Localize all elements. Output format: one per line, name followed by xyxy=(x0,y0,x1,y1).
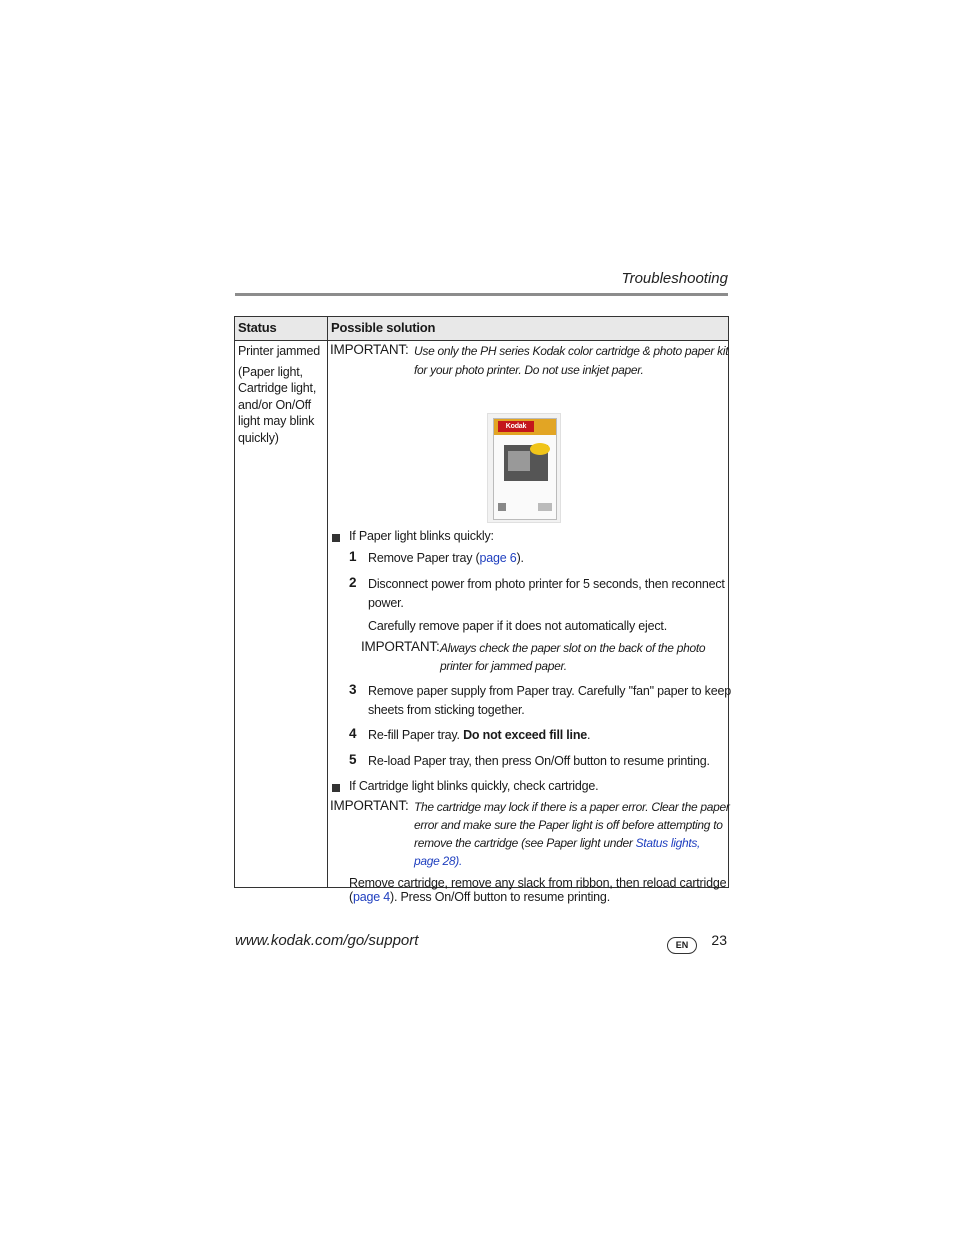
kodak-logo: Kodak xyxy=(498,421,534,432)
step-number: 5 xyxy=(349,752,357,767)
section-header: Troubleshooting xyxy=(621,270,728,287)
status-lights-link[interactable]: Status lights, xyxy=(635,836,701,850)
status-description: (Paper light, Cartridge light, and/or On/Off light may blink quickly) xyxy=(238,364,317,445)
step-number: 4 xyxy=(349,726,357,741)
box-mark xyxy=(538,503,552,511)
step-number: 1 xyxy=(349,549,357,564)
solution-column-header: Possible solution xyxy=(328,317,729,341)
important-text-line: The cartridge may lock if there is a paper error. Clear the paper xyxy=(414,800,730,814)
page-28-link[interactable]: page 28 xyxy=(414,854,456,868)
bullet-text: If Paper light blinks quickly: xyxy=(349,529,494,543)
important-text-line: printer for jammed paper. xyxy=(440,659,567,673)
step-text xyxy=(368,549,524,568)
step-text-part: Remove Paper tray ( xyxy=(368,551,480,565)
step-note: Carefully remove paper if it does not automatically eject. xyxy=(368,619,667,633)
final-text-part: ). Press On/Off button to resume printing. xyxy=(390,890,610,904)
header-rule xyxy=(235,293,728,296)
table-header-row xyxy=(235,317,729,341)
step-number: 2 xyxy=(349,575,357,590)
solution-cell xyxy=(328,341,731,904)
step-text: Disconnect power from photo printer for 5 seconds, then reconnect xyxy=(368,577,725,591)
important-text-line xyxy=(414,834,700,852)
step-text: sheets from sticking together. xyxy=(368,703,525,717)
important-text-line: for your photo printer. Do not use inkjet paper. xyxy=(414,363,644,377)
status-column-header: Status xyxy=(235,317,328,341)
final-instruction xyxy=(349,890,610,905)
photo-paper-kit-image xyxy=(487,413,561,523)
table-row xyxy=(235,341,729,888)
step-number: 3 xyxy=(349,682,357,697)
important-text-line: Always check the paper slot on the back of the photo xyxy=(440,641,706,655)
step-text: Re-load Paper tray, then press On/Off button to resume printing. xyxy=(368,754,710,768)
final-instruction: Remove cartridge, remove any slack from ribbon, then reload cartridge xyxy=(349,876,727,890)
fill-line-warning: Do not exceed fill line xyxy=(463,728,588,742)
step-text: Remove paper supply from Paper tray. Carefully "fan" paper to keep xyxy=(368,684,731,698)
important-text-line: error and make sure the Paper light is off before attempting to xyxy=(414,818,723,832)
important-label: IMPORTANT: xyxy=(330,798,409,813)
brand-band xyxy=(494,419,556,435)
product-box xyxy=(493,418,557,520)
support-url[interactable]: www.kodak.com/go/support xyxy=(235,932,419,949)
step-text-part: . xyxy=(587,728,591,742)
page-4-link[interactable]: page 4 xyxy=(352,890,391,904)
troubleshooting-table xyxy=(234,316,731,904)
important-text-part: ). xyxy=(455,854,463,868)
bullet-square-icon xyxy=(332,534,340,542)
language-badge: EN xyxy=(667,937,697,954)
important-label: IMPORTANT: xyxy=(361,639,440,654)
box-mark xyxy=(498,503,506,511)
important-text-line xyxy=(414,852,462,870)
important-text-part: remove the cartridge (see Paper light under xyxy=(414,836,636,850)
bullet-square-icon xyxy=(332,784,340,792)
step-text: power. xyxy=(368,596,404,610)
bullet-text: If Cartridge light blinks quickly, check cartridge. xyxy=(349,779,599,793)
photo-illustration xyxy=(508,451,530,471)
step-text-part: ). xyxy=(516,551,524,565)
final-text-part: ( xyxy=(349,890,353,904)
important-label: IMPORTANT: xyxy=(330,342,409,357)
step-text-part: Re-fill Paper tray. xyxy=(368,728,464,742)
promo-sticker xyxy=(530,443,550,455)
status-cell xyxy=(235,341,328,888)
status-title: Printer jammed xyxy=(238,344,320,358)
important-text-line: Use only the PH series Kodak color cartridge & photo paper kit xyxy=(414,344,729,358)
page-6-link[interactable]: page 6 xyxy=(479,551,517,565)
step-text xyxy=(368,726,590,745)
page-number: 23 xyxy=(711,932,727,948)
